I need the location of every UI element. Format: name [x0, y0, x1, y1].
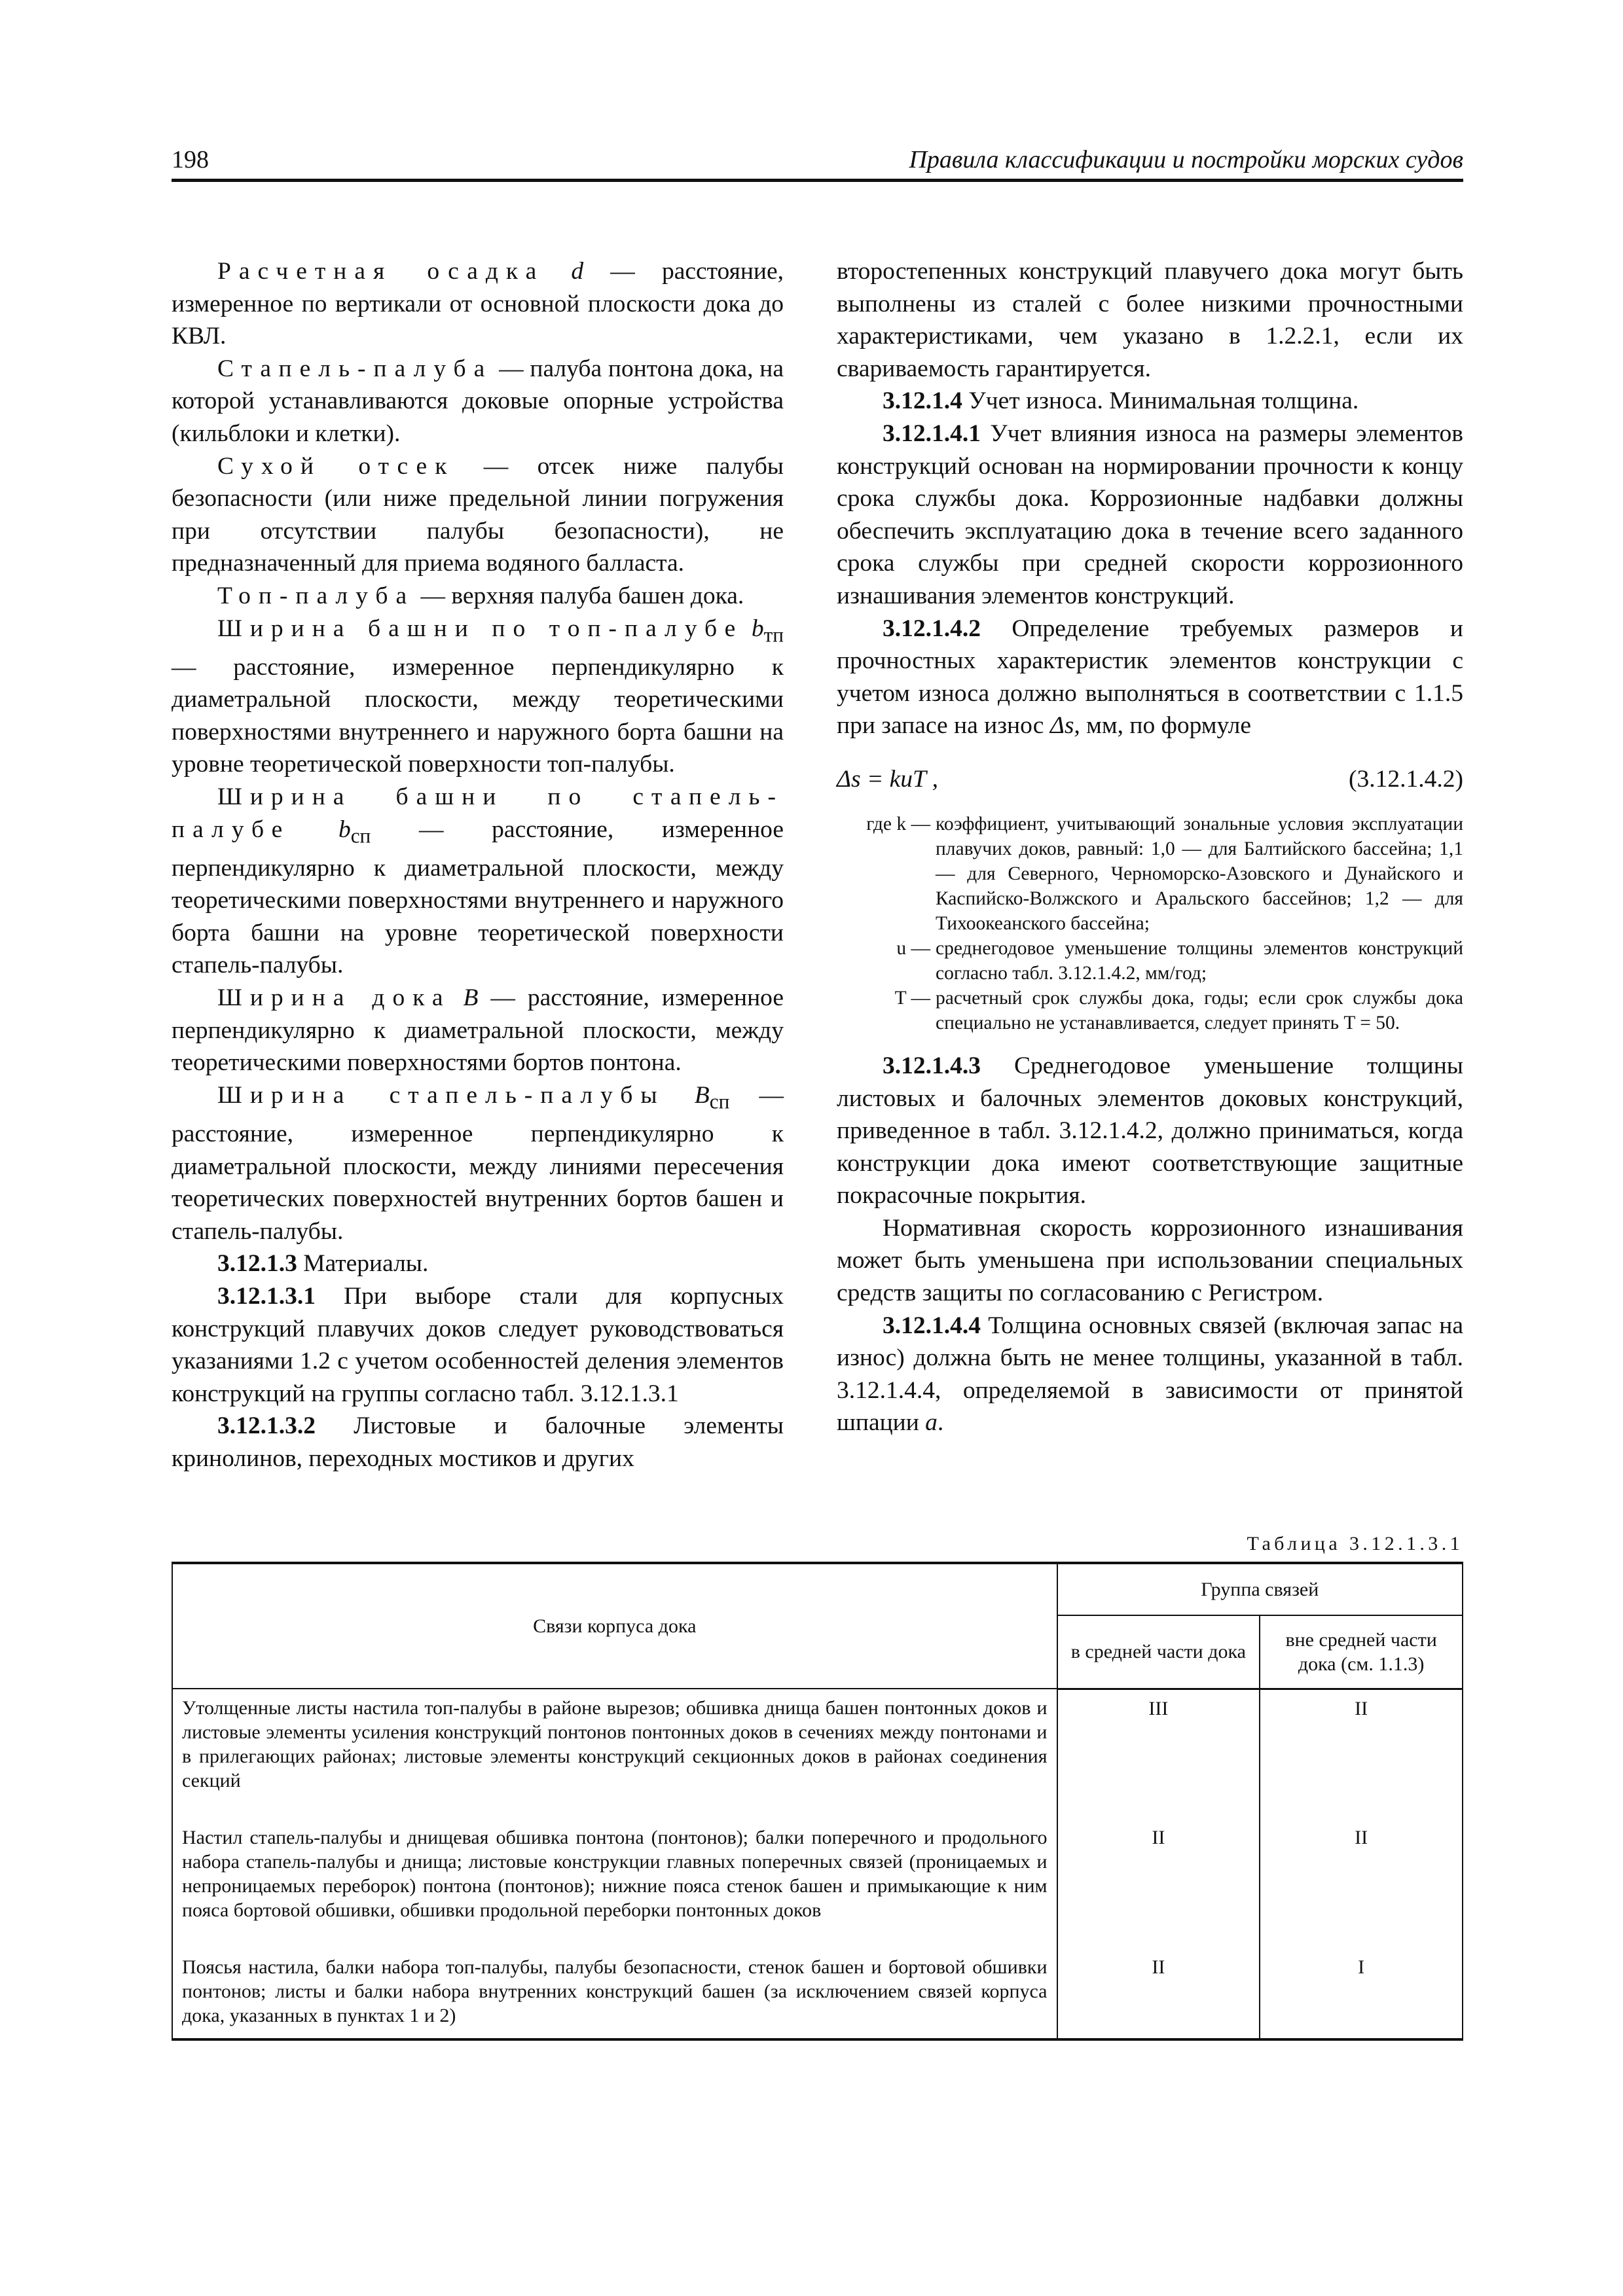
section-text: Определение требуемых размеров и прочностных характеристик элементов конструкции с учетом износа должно выполняться в соответствии с 1.1.5 при запасе на износ — [837, 615, 1463, 740]
section-3-12-1-3-2 — [172, 1410, 784, 1475]
section-text: Учет износа. Минимальная толщина. — [962, 387, 1359, 415]
formula-expression: Δs = kuT , — [837, 765, 938, 793]
header-rule — [172, 179, 1463, 182]
term: Расчетная осадка — [217, 258, 545, 285]
section-text: Листовые и балочные элементы кринолинов, переходных мостиков и других — [172, 1412, 784, 1472]
row-group-mid: II — [1057, 1948, 1260, 2039]
subscript: сп — [709, 1090, 730, 1113]
section-number: 3.12.1.4.1 — [883, 420, 981, 447]
variable: b — [751, 615, 764, 642]
row-description: Поясья настила, балки набора топ-палубы, палубы безопасности, стенок башен и бортовой обшивки понтонов; листы и балки набора внутренних конструкций башен (за исключением связей корпуса дока, указанных в пунктах 1 и 2) — [172, 1948, 1057, 2039]
row-group-out: I — [1260, 1948, 1463, 2039]
legend-row — [837, 986, 1463, 1035]
section-text: Толщина основных связей (включая запас на износ) должна быть не менее толщины, указанной в табл. 3.12.1.4.4, определяемой в зависимости от принятой шпации — [837, 1312, 1463, 1437]
row-group-out: II — [1260, 1819, 1463, 1948]
table-header-row — [172, 1563, 1463, 1615]
running-title: Правила классификации и постройки морских судов — [909, 146, 1463, 173]
section-text: Среднегодовое уменьшение толщины листовых и балочных элементов доковых конструкций, приведенное в табл. 3.12.1.4.2, должно приниматься, когда конструкции дока имеют соответствующие защитные покрасочные покрытия. — [837, 1052, 1463, 1210]
normative-rate-paragraph: Нормативная скорость коррозионного изнашивания может быть уменьшена при использовании специальных средств защиты по согласованию с Регистром. — [837, 1214, 1463, 1307]
definition-slipway-deck — [172, 353, 784, 450]
term: Ширина дока — [217, 984, 451, 1012]
variable: Δs, — [1049, 712, 1080, 740]
formula-number: (3.12.1.4.2) — [1349, 765, 1463, 793]
definition-text: — отсек ниже палубы безопасности (или ниже предельной линии погружения при отсутствии палубы безопасности), не предназначенный для приема водяного балласта. — [172, 452, 784, 577]
section-3-12-1-4-3 — [837, 1050, 1463, 1212]
definition-text: — расстояние, измеренное перпендикулярно к диаметральной плоскости, между теоретическими поверхностями бортов понтона. — [172, 984, 784, 1077]
section-3-12-1-3 — [172, 1247, 784, 1280]
header-mid-dock: в средней части дока — [1057, 1615, 1260, 1689]
section-3-12-1-4-2 — [837, 613, 1463, 742]
legend-key: u — — [896, 937, 930, 959]
structural-links-table — [172, 1562, 1463, 2041]
section-number: 3.12.1.4.3 — [883, 1052, 981, 1079]
section-3-12-1-4-4 — [837, 1310, 1463, 1439]
table-row — [172, 1819, 1463, 1948]
definition-text: — палуба понтона дока, на которой устанавливаются доковые опорные устройства (кильблоки и клетки). — [172, 355, 784, 447]
legend-row — [837, 936, 1463, 986]
legend-text: расчетный срок службы дока, годы; если срок службы дока специально не устанавливается, следует принять T = 50. — [936, 987, 1463, 1033]
definition-top-deck — [172, 580, 784, 613]
header-outside-mid: вне средней части дока (см. 1.1.3) — [1260, 1615, 1463, 1689]
section-text: . — [937, 1409, 944, 1437]
definition-slipway-width — [172, 1079, 784, 1247]
term: Ширина стапель-палубы — [217, 1081, 665, 1109]
row-description: Настил стапель-палубы и днищевая обшивка понтона (понтонов); балки поперечного и продольного набора стапель-палубы и днища; листовые конструкции главных поперечных связей (проницаемых и непроницаемых переборок) понтона (понтонов); нижние пояса стенок башен и примыкающие к ним пояса бортовой обшивки, обшивки продольной переборки понтонных доков — [172, 1819, 1057, 1948]
section-number: 3.12.1.3.2 — [217, 1412, 316, 1440]
definition-text: — расстояние, измеренное перпендикулярно к диаметральной плоскости, между теоретическими поверхностями внутреннего и наружного борта башни на уровне теоретической поверхности стапель-палубы. — [172, 816, 784, 979]
page-number: 198 — [172, 146, 209, 173]
left-column — [172, 255, 784, 1475]
section-3-12-1-3-1 — [172, 1280, 784, 1410]
section-number: 3.12.1.3 — [217, 1250, 297, 1278]
definition-tower-width-top — [172, 613, 784, 781]
row-group-mid: II — [1057, 1819, 1260, 1948]
section-text: мм, по формуле — [1080, 712, 1251, 740]
term: Стапель-палуба — [217, 355, 493, 382]
section-text: При выборе стали для корпусных конструкций плавучих доков следует руководствоваться указаниями 1.2 с учетом особенностей деления элементов конструкций на группы согласно табл. 3.12.1.3.1 — [172, 1282, 784, 1407]
variable: a — [925, 1409, 938, 1437]
section-number: 3.12.1.4.2 — [883, 615, 981, 642]
definition-tower-width-slipway — [172, 781, 784, 982]
definition-draft — [172, 255, 784, 353]
header-hull-links: Связи корпуса дока — [172, 1563, 1057, 1689]
formula — [837, 758, 1463, 808]
term: Топ-палуба — [217, 582, 415, 609]
definition-dry-compartment — [172, 450, 784, 580]
variable: B — [463, 984, 479, 1012]
legend-text: коэффициент, учитывающий зональные условия эксплуатации плавучих доков, равный: 1,0 — для Балтийского бассейна; 1,1 — для Северного, Черноморско-Азовского и Дунайского и Каспийско-Волжского и Аральского бассейнов; 1,2 — для Тихоокеанского бассейна; — [936, 813, 1463, 934]
section-number: 3.12.1.4.4 — [883, 1312, 981, 1339]
row-description: Утолщенные листы настила топ-палубы в районе вырезов; обшивка днища башен понтонных доков и листовые элементы усиления конструкций понтонов понтонных доков в сечениях между понтонами и в прилегающих районах; листовые элементы конструкций секционных доков в районах соединения секций — [172, 1689, 1057, 1819]
legend-text: среднегодовое уменьшение толщины элементов конструкций согласно табл. 3.12.1.4.2, мм/год; — [936, 937, 1463, 984]
continuation-paragraph: второстепенных конструкций плавучего дока могут быть выполнены из сталей с более низкими прочностными характеристиками, чем указано в 1.2.2.1, если их свариваемость гарантируется. — [837, 258, 1463, 382]
row-group-mid: III — [1057, 1689, 1260, 1819]
section-number: 3.12.1.3.1 — [217, 1282, 316, 1310]
right-column — [837, 255, 1463, 1439]
term: Ширина башни по стапель-палубе — [172, 783, 784, 843]
row-group-out: II — [1260, 1689, 1463, 1819]
legend-row — [837, 812, 1463, 936]
table-caption: Таблица 3.12.1.3.1 — [1247, 1533, 1463, 1554]
table-row — [172, 1948, 1463, 2039]
term: Ширина башни по топ-палубе — [217, 615, 744, 642]
definition-text: — расстояние, измеренное перпендикулярно к диаметральной плоскости, между теоретическими поверхностями внутреннего и наружного борта башни на уровне теоретической поверхности топ-палубы. — [172, 653, 784, 778]
variable: b — [338, 816, 351, 843]
subscript: сп — [350, 824, 371, 848]
section-number: 3.12.1.4 — [883, 387, 962, 415]
section-text: Материалы. — [297, 1250, 429, 1278]
formula-legend — [837, 812, 1463, 1035]
legend-key: где k — — [866, 813, 930, 834]
header-group: Группа связей — [1057, 1563, 1463, 1615]
variable: d — [571, 258, 584, 285]
definition-text: — расстояние, измеренное перпендикулярно к диаметральной плоскости, между линиями пересечения теоретических поверхностей внутренних бортов башен и стапель-палубы. — [172, 1081, 784, 1245]
legend-key: T — — [894, 987, 930, 1009]
subscript: тп — [763, 623, 784, 647]
variable: B — [694, 1081, 710, 1109]
section-3-12-1-4 — [837, 385, 1463, 418]
term: Сухой отсек — [217, 452, 455, 480]
section-3-12-1-4-1 — [837, 418, 1463, 613]
definition-text: — расстояние, измеренное по вертикали от основной плоскости дока до КВЛ. — [172, 258, 784, 350]
definition-text: — верхняя палуба башен дока. — [414, 582, 744, 609]
section-text: Учет влияния износа на размеры элементов конструкций основан на нормировании прочности к концу срока службы дока. Коррозионные надбавки должны обеспечить эксплуатацию дока в течение всего заданного срока службы при средней скорости коррозионного изнашивания элементов конструкций. — [837, 420, 1463, 609]
table-row — [172, 1689, 1463, 1819]
definition-dock-width — [172, 982, 784, 1079]
